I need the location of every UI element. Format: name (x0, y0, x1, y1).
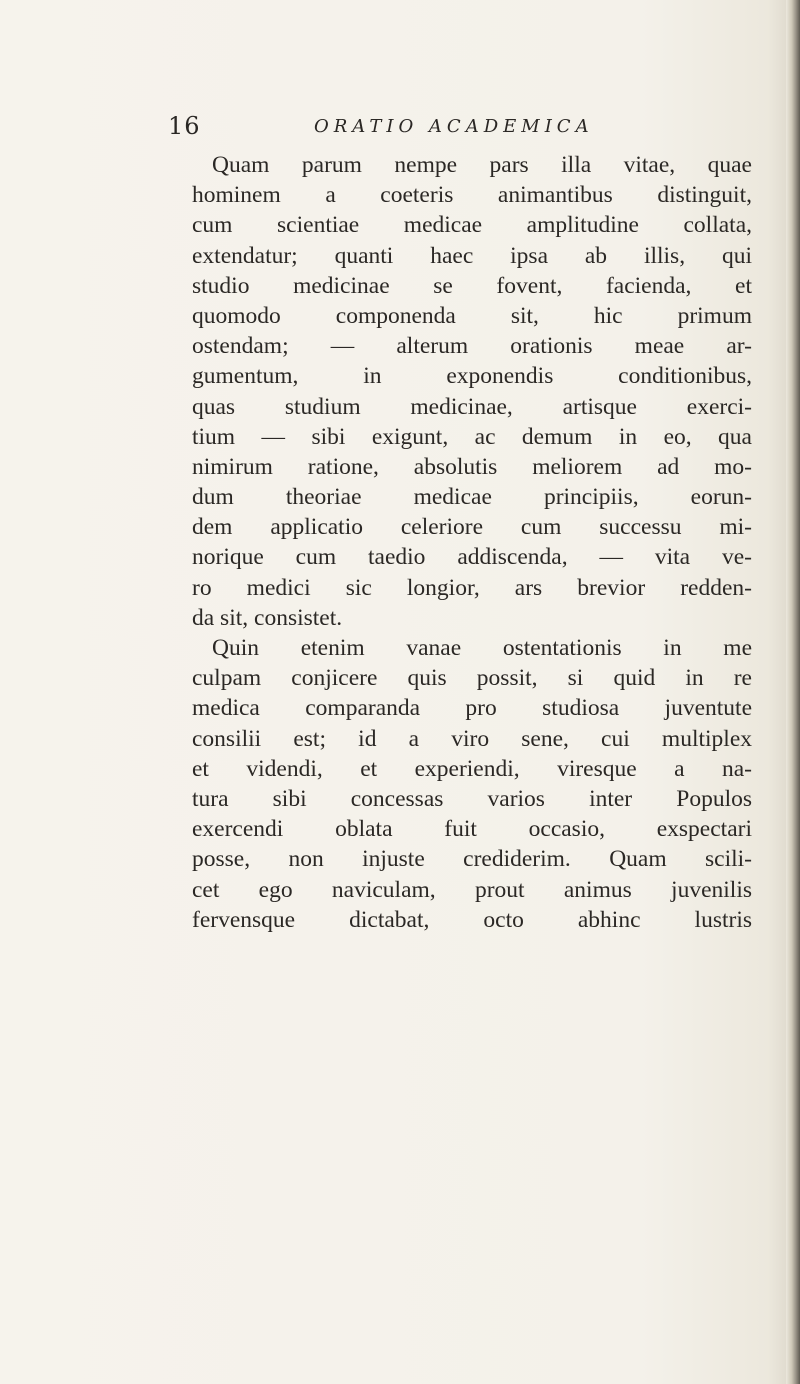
text-line: norique cum taedio addiscenda, — vita ve- (192, 544, 752, 571)
text-line: studio medicinae se fovent, facienda, et (192, 272, 752, 299)
text-line: ro medici sic longior, ars brevior redden- (192, 574, 752, 601)
text-line: hominem a coeteris animantibus distinguit, (192, 182, 752, 209)
text-line: et videndi, et experiendi, viresque a na- (192, 755, 752, 782)
text-line: tium — sibi exigunt, ac demum in eo, qua (192, 423, 752, 450)
text-line: gumentum, in exponendis conditionibus, (192, 363, 752, 390)
body-text (192, 150, 756, 935)
page-edge-shadow (786, 0, 800, 1384)
text-line: dum theoriae medicae principiis, eorun- (192, 484, 752, 511)
text-line: da sit, consistet. (192, 604, 343, 631)
text-line: fervensque dictabat, octo abhinc lustris (192, 906, 752, 933)
text-line: tura sibi concessas varios inter Populos (192, 785, 752, 812)
text-line: nimirum ratione, absolutis meliorem ad mo- (192, 453, 752, 480)
text-line: exercendi oblata fuit occasio, exspectari (192, 816, 752, 843)
text-line: dem applicatio celeriore cum successu mi- (192, 514, 752, 541)
text-line: culpam conjicere quis possit, si quid in re (192, 665, 752, 692)
text-line: extendatur; quanti haec ipsa ab illis, qui (192, 242, 752, 269)
text-line: Quin etenim vanae ostentationis in me (212, 635, 752, 661)
text-line: consilii est; id a viro sene, cui multiplex (192, 725, 752, 752)
text-line: medica comparanda pro studiosa juventute (192, 695, 752, 722)
text-line: quomodo componenda sit, hic primum (192, 302, 752, 329)
text-line: cum scientiae medicae amplitudine collata, (192, 212, 752, 239)
text-line: posse, non injuste crediderim. Quam scili- (192, 846, 752, 873)
running-head: ORATIO ACADEMICA (314, 116, 594, 137)
text-line: Quam parum nempe pars illa vitae, quae (212, 152, 752, 178)
text-line: ostendam; — alterum orationis meae ar- (192, 333, 752, 360)
page-header (168, 110, 728, 150)
page-number: 16 (168, 112, 201, 140)
text-line: quas studium medicinae, artisque exerci- (192, 393, 752, 420)
text-line: cet ego naviculam, prout animus juvenilis (192, 876, 752, 903)
